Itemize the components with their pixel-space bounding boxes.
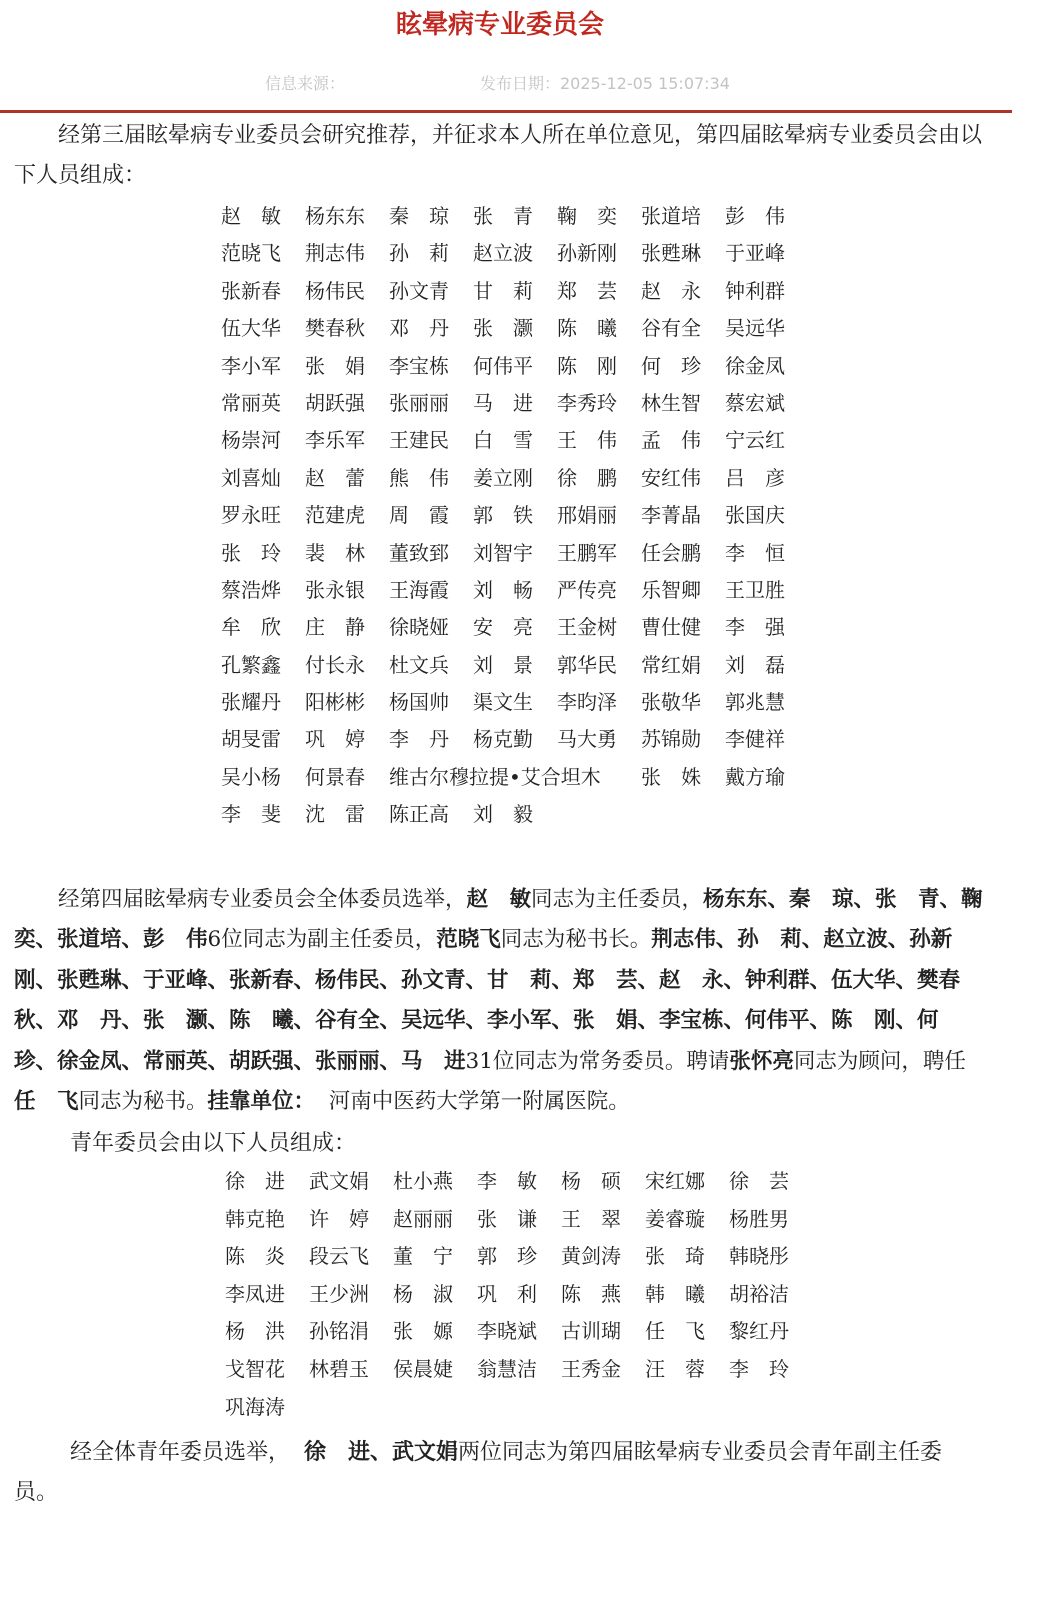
member-name: 樊春秋 (305, 316, 365, 341)
member-name: 董致郅 (389, 540, 449, 565)
election-text: 经第四届眩晕病专业委员会全体委员选举， (58, 887, 467, 912)
youth-member-name: 杨 洪 (225, 1319, 285, 1344)
youth-vice-chair-names: 徐 进、武文娟 (304, 1439, 459, 1465)
youth-member-name: 杨胜男 (729, 1206, 789, 1231)
youth-member-name: 段云飞 (309, 1244, 369, 1269)
youth-member-name: 林碧玉 (309, 1356, 369, 1381)
member-name: 周 霞 (389, 503, 449, 528)
youth-member-name: 董 宁 (393, 1244, 453, 1269)
member-name: 李 斐 (221, 802, 281, 827)
member-name: 王 伟 (557, 428, 617, 453)
member-name: 宁云红 (725, 428, 785, 453)
member-name: 沈 雷 (305, 802, 365, 827)
intro-paragraph: 经第三届眩晕病专业委员会研究推荐，并征求本人所在单位意见，第四届眩晕病专业委员会由以下人员组成： (14, 123, 983, 188)
member-name: 张 灏 (473, 316, 533, 341)
member-name: 严传亮 (557, 577, 617, 602)
member-name: 渠文生 (473, 690, 533, 715)
member-name: 谷有全 (641, 316, 701, 341)
member-name: 吴小杨 (221, 764, 281, 789)
youth-member-name: 李晓斌 (477, 1319, 537, 1344)
member-name: 张敬华 (641, 690, 701, 715)
youth-member-name: 韩晓彤 (729, 1244, 789, 1269)
member-name: 刘 毅 (473, 802, 533, 827)
election-text: 同志为秘书长。 (500, 927, 652, 953)
youth-member-name: 李 玲 (729, 1356, 789, 1381)
member-name: 白 雪 (473, 428, 533, 453)
youth-member-name: 黄剑涛 (561, 1244, 621, 1269)
member-name: 荆志伟 (305, 241, 365, 266)
member-name: 李秀玲 (557, 390, 617, 415)
member-name: 孔繁鑫 (221, 652, 281, 677)
youth-member-name: 郭 珍 (477, 1244, 537, 1269)
member-name: 孙新刚 (557, 241, 617, 266)
unit-label: 挂靠单位： (207, 1089, 316, 1115)
member-name: 常红娟 (641, 652, 701, 677)
youth-member-name: 李 敏 (477, 1169, 537, 1193)
election-text: 同志为主任委员， (531, 887, 704, 912)
member-name: 苏锦勋 (641, 727, 701, 752)
member-name: 何景春 (305, 764, 365, 789)
member-name: 孙文青 (389, 278, 449, 303)
secretary-general-name: 范晓飞 (436, 927, 501, 953)
member-name: 张 娟 (305, 353, 365, 378)
youth-member-name: 徐 芸 (729, 1169, 789, 1193)
member-name: 张国庆 (725, 503, 785, 528)
member-name: 刘喜灿 (221, 465, 281, 490)
youth-member-name: 武文娟 (309, 1169, 369, 1193)
header-divider (0, 110, 1012, 113)
member-name: 徐金凤 (725, 353, 785, 378)
member-name: 彭 伟 (725, 204, 785, 228)
member-name: 张永银 (305, 577, 365, 602)
youth-member-name: 韩 曦 (645, 1281, 705, 1306)
youth-election-text: 经全体青年委员选举， (70, 1440, 291, 1465)
youth-member-name: 徐 进 (225, 1169, 285, 1193)
member-name: 郭兆慧 (725, 690, 785, 715)
member-name: 徐 鹏 (557, 465, 617, 490)
member-name: 范晓飞 (221, 241, 281, 266)
member-name: 伍大华 (221, 316, 281, 341)
member-name: 杨伟民 (305, 278, 365, 303)
member-name: 张丽丽 (389, 390, 449, 415)
election-text: 同志为秘书。 (78, 1089, 208, 1115)
youth-member-name: 陈 燕 (561, 1281, 621, 1306)
member-name: 张耀丹 (221, 690, 281, 715)
youth-member-name: 翁慧洁 (477, 1356, 537, 1381)
member-name: 罗永旺 (221, 503, 281, 528)
youth-member-name: 王少洲 (309, 1281, 369, 1306)
secretary-name: 任 飞 (14, 1089, 79, 1115)
member-name: 何伟平 (473, 353, 533, 378)
member-name: 李 恒 (725, 540, 785, 565)
youth-member-name: 任 飞 (645, 1319, 705, 1344)
member-name: 刘 畅 (473, 577, 533, 602)
member-name: 于亚峰 (725, 241, 785, 266)
member-name: 王卫胜 (725, 577, 785, 602)
youth-member-name: 张 琦 (645, 1244, 705, 1269)
youth-member-name: 王秀金 (561, 1356, 621, 1381)
member-name: 范建虎 (305, 503, 365, 528)
youth-member-name: 杜小燕 (393, 1169, 453, 1193)
member-name: 杨克勤 (473, 727, 533, 752)
member-name: 安 亮 (473, 615, 533, 640)
member-name: 邢娟丽 (557, 503, 617, 528)
youth-member-name: 李凤进 (225, 1281, 285, 1306)
youth-member-name: 巩海涛 (225, 1394, 285, 1419)
youth-member-name: 杨 淑 (393, 1281, 453, 1306)
member-name: 常丽英 (221, 390, 281, 415)
unit-name: 河南中医药大学第一附属医院。 (328, 1089, 630, 1115)
member-name: 曹仕健 (641, 615, 701, 640)
youth-member-name: 黎红丹 (729, 1319, 789, 1344)
youth-member-name: 陈 炎 (225, 1244, 285, 1269)
member-name: 邓 丹 (389, 316, 449, 341)
member-name: 李宝栋 (389, 353, 449, 378)
member-name: 戴方瑜 (725, 764, 785, 789)
youth-election-paragraph (14, 1432, 986, 1513)
member-name: 陈正高 (389, 802, 449, 827)
member-name: 徐晓娅 (389, 615, 449, 640)
youth-member-name: 赵丽丽 (393, 1206, 453, 1231)
youth-member-name: 汪 蓉 (645, 1356, 705, 1381)
member-name: 李健祥 (725, 727, 785, 752)
youth-member-name: 孙铭涓 (309, 1319, 369, 1344)
member-name: 熊 伟 (389, 465, 449, 490)
member-name: 李 丹 (389, 727, 449, 752)
member-name: 秦 琼 (389, 204, 449, 228)
member-name: 刘 磊 (725, 652, 785, 677)
election-text: 31位同志为常务委员。聘请 (465, 1048, 730, 1074)
youth-member-name: 王 翠 (561, 1206, 621, 1231)
member-name: 蔡浩烨 (221, 577, 281, 602)
youth-intro: 青年委员会由以下人员组成： (70, 1131, 357, 1156)
youth-member-name: 戈智花 (225, 1356, 285, 1381)
member-name: 庄 静 (305, 615, 365, 640)
election-text: 6位同志为副主任委员， (207, 927, 437, 953)
member-name: 阳彬彬 (305, 690, 365, 715)
member-name: 赵 蕾 (305, 465, 365, 490)
member-name: 杨崇河 (221, 428, 281, 453)
member-name: 裴 林 (305, 540, 365, 565)
election-paragraph (14, 880, 1005, 1122)
member-name: 李昀泽 (557, 690, 617, 715)
youth-member-name: 韩克艳 (225, 1206, 285, 1231)
member-name: 刘 景 (473, 652, 533, 677)
member-name: 乐智卿 (641, 577, 701, 602)
member-name: 孟 伟 (641, 428, 701, 453)
member-name: 张甦琳 (641, 241, 701, 266)
standing-member-names: 荆志伟、孙 莉、赵立波、孙新刚、张甦琳、于亚峰、张新春、杨伟民、孙文青、甘 莉、郑 芸、赵 永、钟利群、伍大华、樊春秋、邓 丹、张 灏、陈 曦、谷有全、吴远华、李小军、张 娟、李宝栋、何伟平、陈 刚、何 珍、徐金凤、常丽英、胡跃强、张丽丽、马 进 (14, 927, 961, 1074)
youth-member-name: 侯晨婕 (393, 1356, 453, 1381)
member-name: 李乐军 (305, 428, 365, 453)
member-name: 张 玲 (221, 540, 281, 565)
youth-member-name: 张 谦 (477, 1206, 537, 1231)
member-name: 杨东东 (305, 204, 365, 228)
member-name: 赵 敏 (221, 204, 281, 228)
member-name: 林生智 (641, 390, 701, 415)
member-name: 王鹏军 (557, 540, 617, 565)
member-name: 王海霞 (389, 577, 449, 602)
member-name: 安红伟 (641, 465, 701, 490)
member-name: 李 强 (725, 615, 785, 640)
youth-member-name: 巩 利 (477, 1281, 537, 1306)
member-name: 李小军 (221, 353, 281, 378)
member-name: 蔡宏斌 (725, 390, 785, 415)
election-text: 同志为顾问，聘任 (793, 1048, 966, 1074)
member-name: 赵 永 (641, 278, 701, 303)
member-name: 胡旻雷 (221, 727, 281, 752)
member-name: 牟 欣 (221, 615, 281, 640)
advisor-name: 张怀亮 (729, 1048, 794, 1074)
youth-member-name: 古训瑚 (561, 1319, 621, 1344)
member-name: 鞠 奕 (557, 204, 617, 228)
member-name: 刘智宇 (473, 540, 533, 565)
youth-member-name: 张 嫄 (393, 1319, 453, 1344)
member-name: 张 青 (473, 204, 533, 228)
member-name: 杨国帅 (389, 690, 449, 715)
page-title: 眩晕病专业委员会 (395, 10, 604, 40)
info-source: 信息来源： (265, 74, 346, 93)
member-name: 杜文兵 (389, 652, 449, 677)
member-name: 王金树 (557, 615, 617, 640)
member-name: 郑 芸 (557, 278, 617, 303)
member-name: 何 珍 (641, 353, 701, 378)
member-name: 付长永 (305, 652, 365, 677)
member-name: 吴远华 (725, 316, 785, 341)
member-name: 孙 莉 (389, 241, 449, 266)
member-name: 任会鹏 (641, 540, 701, 565)
member-name: 张新春 (221, 278, 281, 303)
publish-date: 发布日期：2025-12-05 15:07:34 (480, 74, 730, 93)
member-name: 李菁晶 (641, 503, 701, 528)
member-name: 维古尔穆拉提•艾合坦木 (389, 764, 601, 789)
youth-member-name: 胡裕洁 (729, 1281, 789, 1306)
youth-member-name: 姜睿璇 (645, 1206, 705, 1231)
member-name: 赵立波 (473, 241, 533, 266)
member-name: 胡跃强 (305, 390, 365, 415)
member-name: 陈 曦 (557, 316, 617, 341)
member-name: 张 姝 (641, 764, 701, 789)
member-name: 张道培 (641, 204, 701, 228)
chair-name: 赵 敏 (466, 887, 532, 912)
youth-member-name: 宋红娜 (645, 1169, 705, 1193)
youth-member-name: 许 婷 (309, 1206, 369, 1231)
member-name: 郭华民 (557, 652, 617, 677)
member-name: 陈 刚 (557, 353, 617, 378)
youth-election-text: 两位同志为第四届眩晕病专业委员会青年副主任委员。 (14, 1440, 943, 1505)
member-name: 巩 婷 (305, 727, 365, 752)
member-name: 钟利群 (725, 278, 785, 303)
youth-member-name: 杨 硕 (561, 1169, 621, 1193)
vice-chair-names: 杨东东、秦 琼、张 青、鞠 奕、张道培、彭 伟 (14, 887, 1005, 953)
member-name: 姜立刚 (473, 465, 533, 490)
member-name: 马大勇 (557, 727, 617, 752)
member-name: 甘 莉 (473, 278, 533, 303)
member-name: 马 进 (473, 390, 533, 415)
member-name: 王建民 (389, 428, 449, 453)
member-name: 郭 铁 (473, 503, 533, 528)
member-name: 吕 彦 (725, 465, 785, 490)
